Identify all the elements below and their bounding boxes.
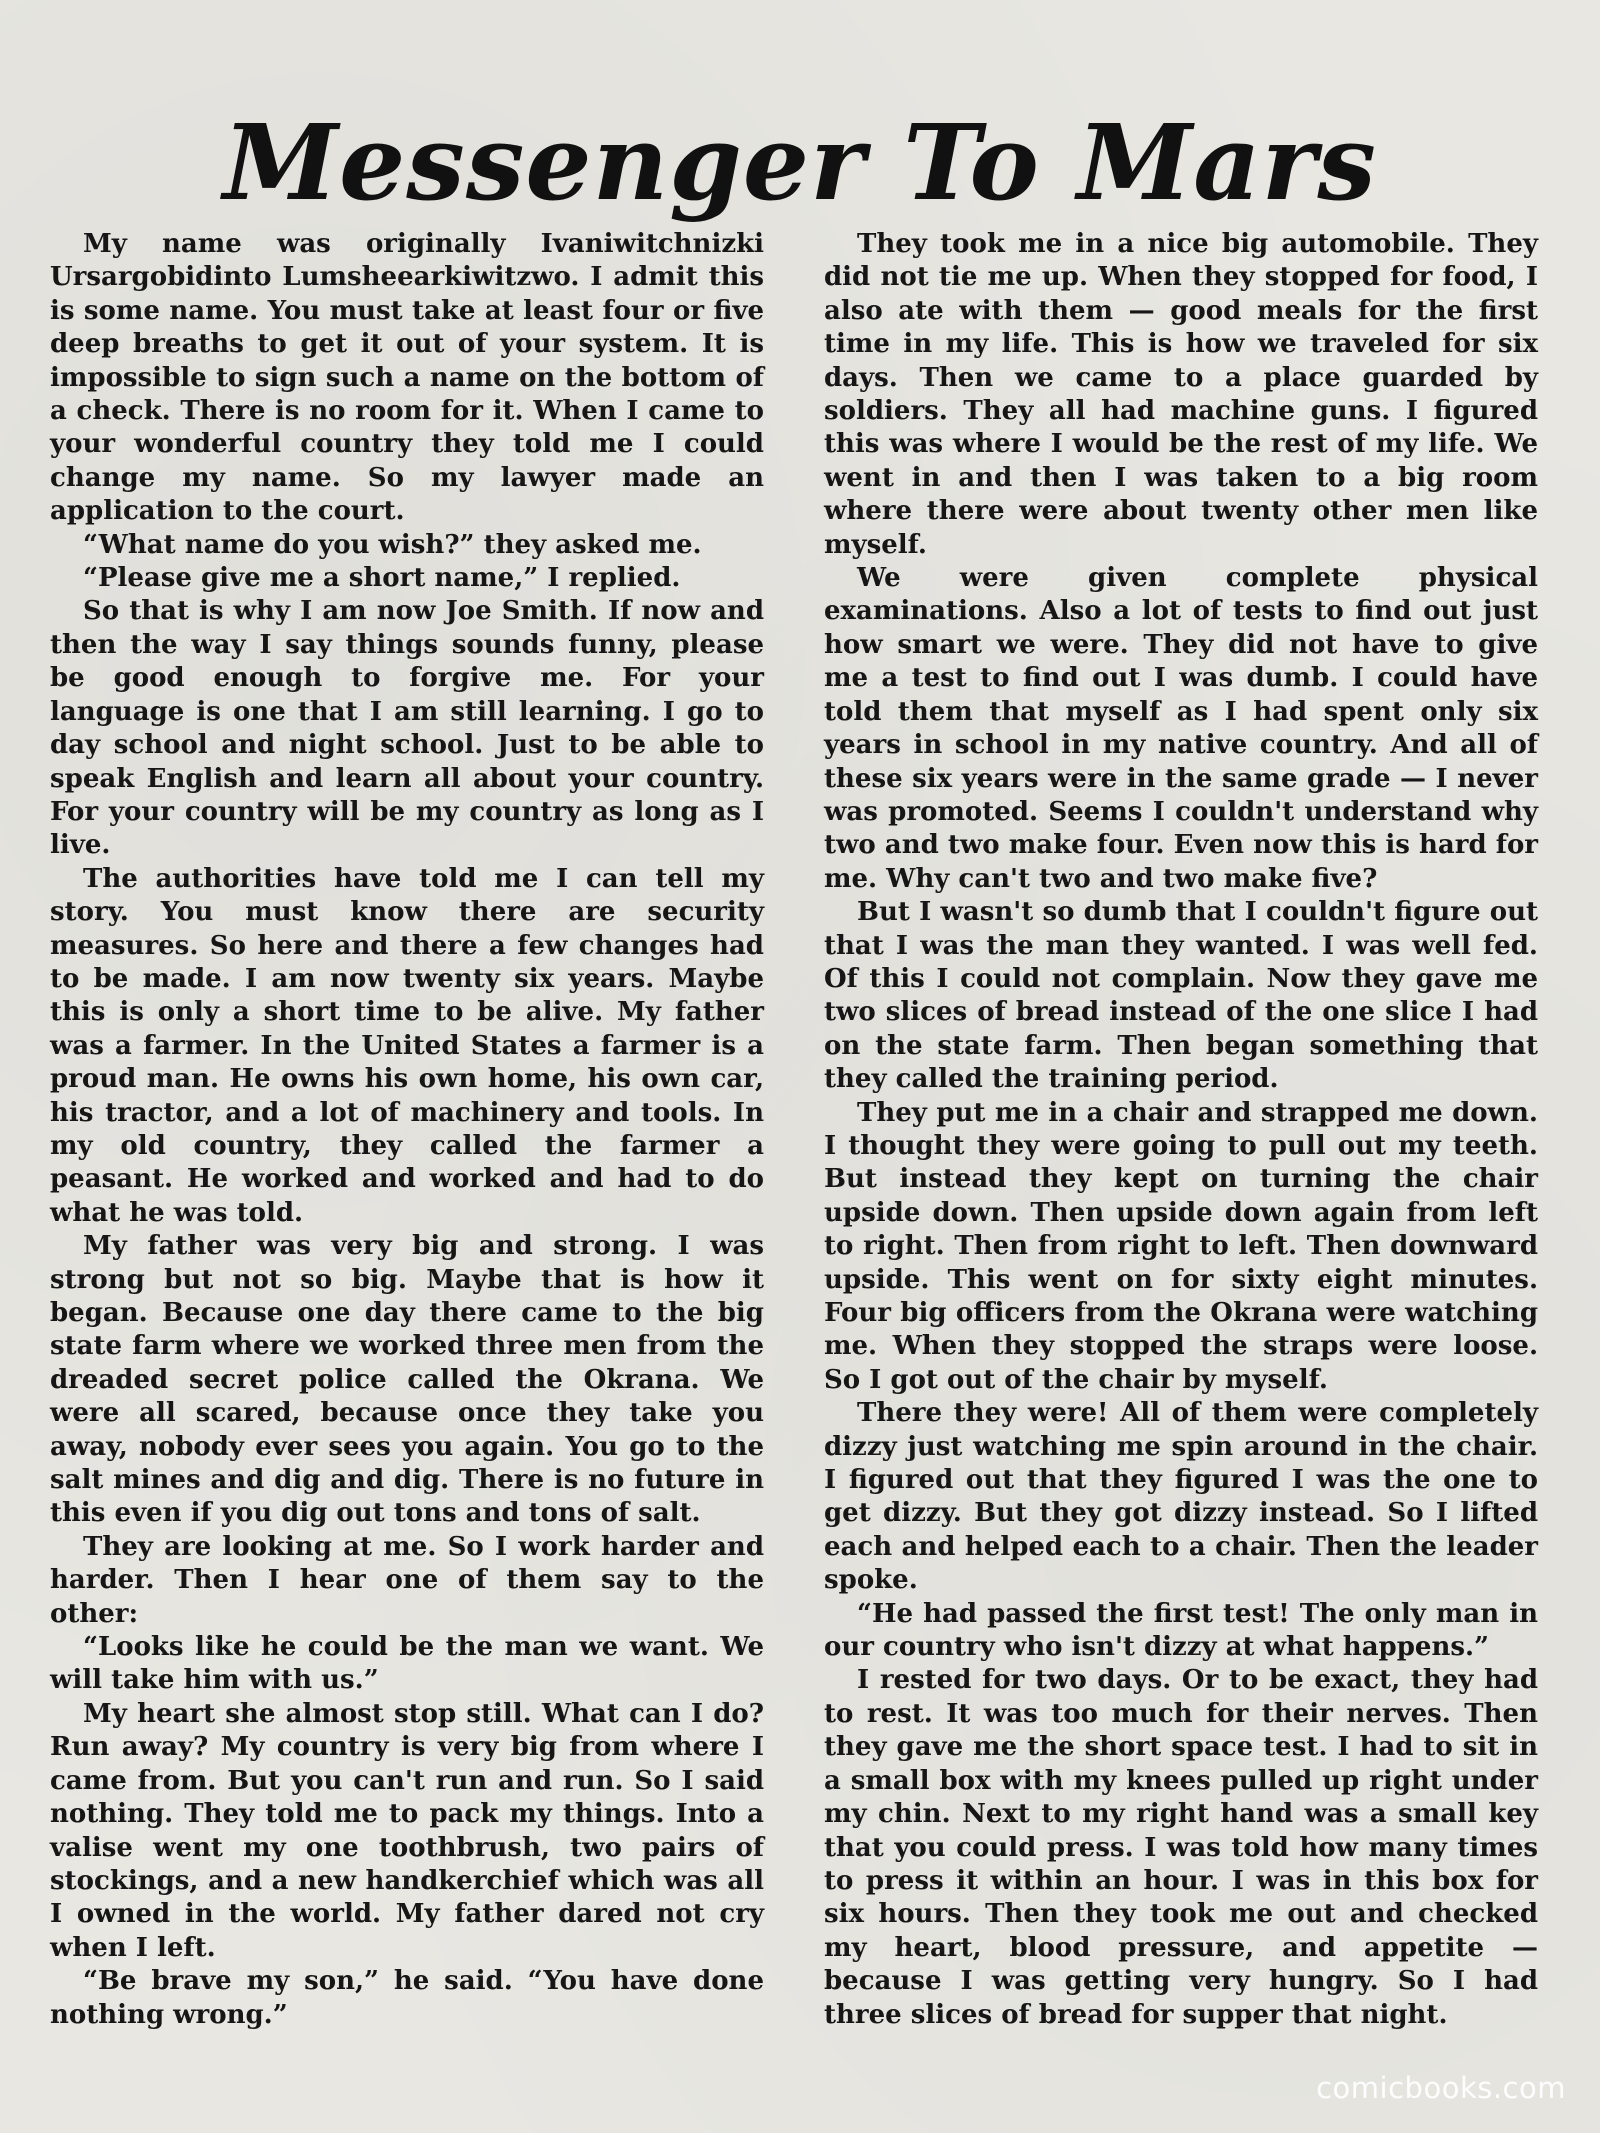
source-watermark: comicbooks.com — [1316, 2071, 1566, 2105]
right-column — [824, 228, 1538, 2032]
paragraph: My heart she almost stop still. What can I do? Run away? My country is very big from where I came from. But you can't run and run. So I said nothing. They told me to pack my things. Into a valise went my one toothbrush, two pairs of stockings, and a new handkerchief which was all I owned in the world. My father dared not cry when I left. — [50, 1698, 764, 1963]
paragraph: There they were! All of them were completely dizzy just watching me spin around in the chair. I figured out that they figured I was the one to get dizzy. But they got dizzy instead. So I lifted each and helped each to a chair. Then the leader spoke. — [824, 1398, 1538, 1596]
paragraph: They put me in a chair and strapped me down. I thought they were going to pull out my teeth. But instead they kept on turning the chair upside down. Then upside down again from left to right. Then from right to left. Then downward upside. This went on for sixty eight minutes. Four big officers from the Okrana were watching me. When they stopped the straps were loose. So I got out of the chair by myself. — [824, 1097, 1538, 1395]
paragraph: They are looking at me. So I work harder and harder. Then I hear one of them say to the other: — [50, 1531, 764, 1629]
paragraph: “He had passed the first test! The only man in our country who isn't dizzy at what happens.” — [824, 1598, 1538, 1663]
paragraph: We were given complete physical examinations. Also a lot of tests to find out just how smart we were. They did not have to give me a test to find out I was dumb. I could have told them that myself as I had spent only six years in school in my native country. And all of these six years were in the same grade — I never was promoted. Seems I couldn't understand why two and two make four. Even now this is hard for me. Why can't two and two make five? — [824, 563, 1538, 894]
left-column — [50, 228, 764, 2032]
paragraph: I rested for two days. Or to be exact, they had to rest. It was too much for their nerves. Then they gave me the short space test. I had to sit in a small box with my knees pulled up right under my chin. Next to my right hand was a small key that you could press. I was told how many times to press it within an hour. I was in this box for six hours. Then they took me out and checked my heart, blood pressure, and appetite — because I was getting very hungry. So I had three slices of bread for supper that night. — [824, 1665, 1538, 2030]
paragraph: “Please give me a short name,” I replied. — [83, 563, 681, 594]
paragraph: My name was originally Ivaniwitchnizki Ursargobidinto Lumsheearkiwitzwo. I admit this is some name. You must take at least four or five deep breaths to get it out of your system. It is impossible to sign such a name on the bottom of a check. There is no room for it. When I came to your wonderful country they told me I could change my name. So my lawyer made an application to the court. — [50, 229, 764, 527]
paragraph: But I wasn't so dumb that I couldn't figure out that I was the man they wanted. I was well fed. Of this I could not complain. Now they gave me two slices of bread instead of the one slice I had on the state farm. Then began something that they called the training period. — [824, 897, 1538, 1095]
paragraph: “Looks like he could be the man we want. We will take him with us.” — [50, 1632, 764, 1696]
paragraph: “Be brave my son,” he said. “You have done nothing wrong.” — [50, 1966, 764, 2030]
paragraph: The authorities have told me I can tell my story. You must know there are security measures. So here and there a few changes had to be made. I am now twenty six years. Maybe this is only a short time to be alive. My father was a farmer. In the United States a farmer is a proud man. He owns his own home, his own car, his tractor, and a lot of machinery and tools. In my old country, they called the farmer a peasant. He worked and worked and had to do what he was told. — [50, 863, 764, 1228]
paragraph: “What name do you wish?” they asked me. — [83, 529, 702, 560]
paragraph: They took me in a nice big automobile. They did not tie me up. When they stopped for food, I also ate with them — good meals for the first time in my life. This is how we traveled for six days. Then we came to a place guarded by soldiers. They all had machine guns. I figured this was where I would be the rest of my life. We went in and then I was taken to a big room where there were about twenty other men like myself. — [824, 229, 1538, 560]
story-title: Messenger To Mars — [223, 100, 1377, 224]
paragraph: So that is why I am now Joe Smith. If now and then the way I say things sounds funny, please be good enough to forgive me. For your language is one that I am still learning. I go to day school and night school. Just to be able to speak English and learn all about your country. For your country will be my country as long as I live. — [50, 596, 764, 861]
paragraph: My father was very big and strong. I was strong but not so big. Maybe that is how it began. Because one day there came to the big state farm where we worked three men from the dreaded secret police called the Okrana. We were all scared, because once they take you away, nobody ever sees you again. You go to the salt mines and dig and dig. There is no future in this even if you dig out tons and tons of salt. — [50, 1231, 764, 1529]
